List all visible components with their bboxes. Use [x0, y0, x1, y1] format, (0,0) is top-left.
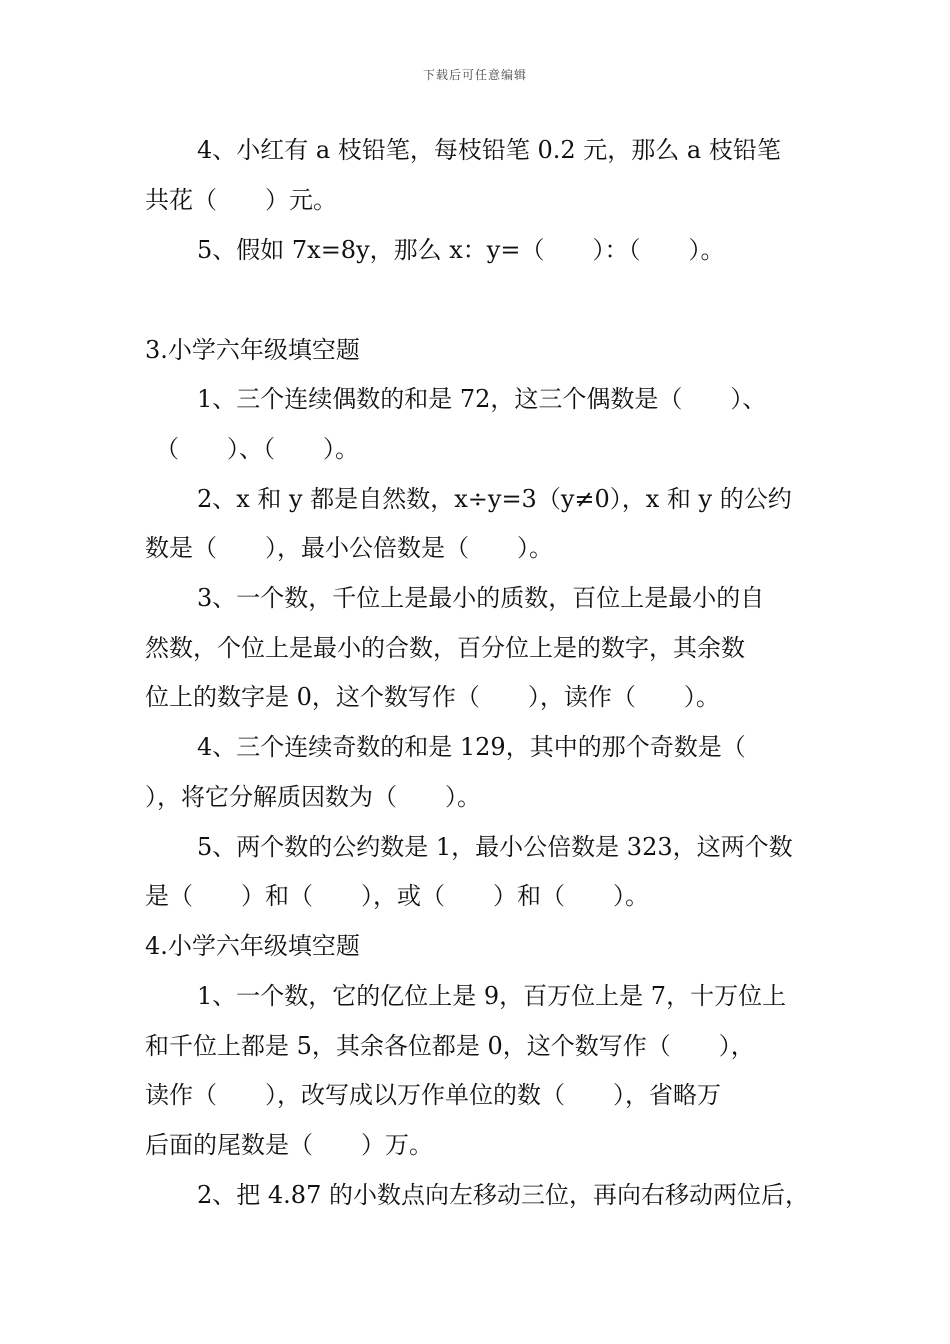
- text-line: 5、两个数的公约数是 1，最小公倍数是 323，这两个数: [197, 833, 793, 861]
- text-line: 1、一个数，它的亿位上是 9，百万位上是 7，十万位上: [197, 982, 787, 1010]
- text-line: 4、三个连续奇数的和是 129，其中的那个奇数是（: [197, 733, 746, 761]
- text-line: 位上的数字是 0，这个数写作（ ），读作（ ）。: [145, 683, 720, 711]
- section-heading: 4.小学六年级填空题: [145, 932, 360, 960]
- text-line: 4、小红有 a 枝铅笔，每枝铅笔 0.2 元，那么 a 枝铅笔: [197, 136, 781, 164]
- text-line: 1、三个连续偶数的和是 72，这三个偶数是（ ）、: [197, 385, 767, 413]
- text-line: 读作（ ），改写成以万作单位的数（ ），省略万: [145, 1081, 721, 1109]
- text-line: 共花（ ）元。: [145, 186, 337, 214]
- text-line: 后面的尾数是（ ）万。: [145, 1131, 433, 1159]
- text-line: 然数，个位上是最小的合数，百分位上是的数字，其余数: [145, 634, 745, 662]
- text-line: 5、假如 7x=8y，那么 x：y=（ ）：（ ）。: [197, 236, 725, 264]
- page-header: 下载后可任意编辑: [422, 68, 527, 82]
- text-line: 数是（ ），最小公倍数是（ ）。: [145, 534, 553, 562]
- section-heading: 3.小学六年级填空题: [145, 336, 360, 364]
- text-line: 2、x 和 y 都是自然数，x÷y=3（y≠0），x 和 y 的公约: [197, 485, 792, 513]
- text-line: 和千位上都是 5，其余各位都是 0，这个数写作（ ），: [145, 1032, 755, 1060]
- text-line: （ ）、（ ）。: [155, 435, 359, 463]
- text-line: ），将它分解质因数为（ ）。: [145, 783, 481, 811]
- text-line: 是（ ）和（ ），或（ ）和（ ）。: [145, 882, 649, 910]
- text-line: 3、一个数，千位上是最小的质数，百位上是最小的自: [197, 584, 765, 612]
- text-line: 2、把 4.87 的小数点向左移动三位，再向右移动两位后，: [197, 1181, 809, 1209]
